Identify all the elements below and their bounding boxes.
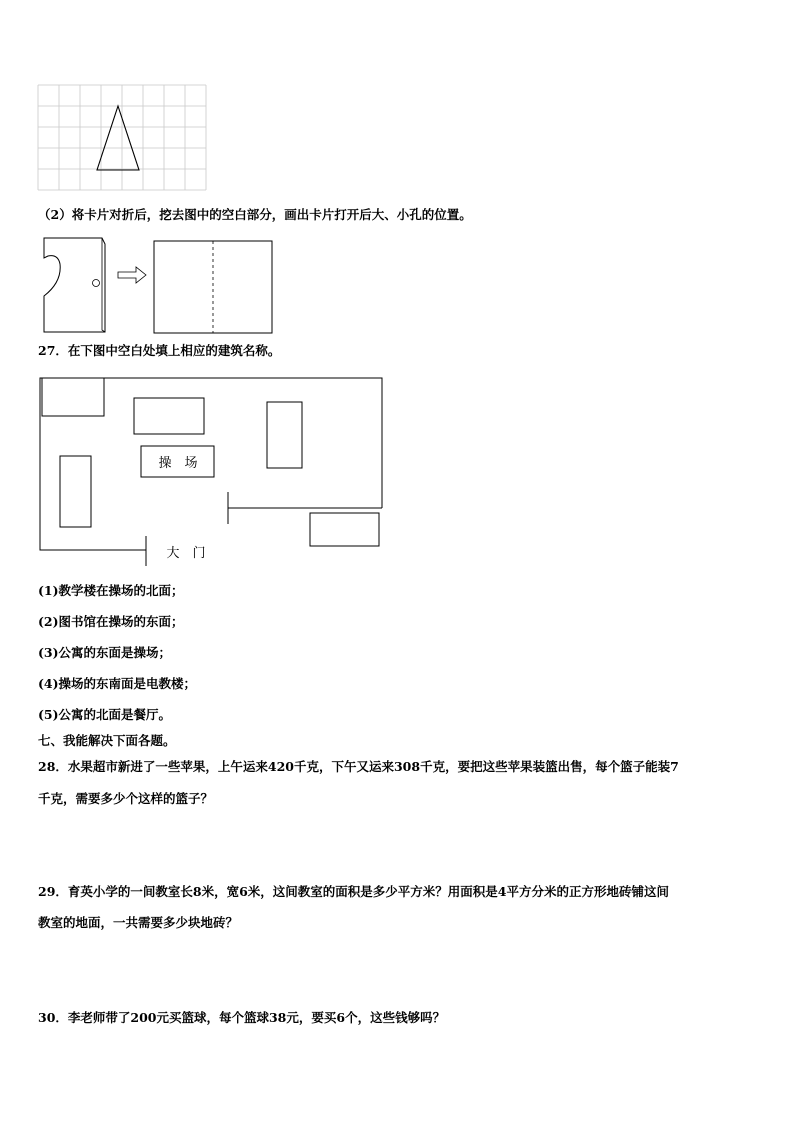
q28-line2: 千克，需要多少个这样的篮子？ xyxy=(38,791,214,806)
isosceles-triangle xyxy=(97,106,139,170)
q29-line2: 教室的地面，一共需要多少块地砖？ xyxy=(38,915,239,930)
building-box-west xyxy=(60,456,91,527)
folded-card xyxy=(44,238,105,332)
q27-clue-3: (3)公寓的东面是操场； xyxy=(38,645,172,660)
q30-line1: 30．李老师带了200元买篮球，每个篮球38元，要买6个，这些钱够吗？ xyxy=(38,1010,446,1025)
small-hole xyxy=(93,280,100,287)
gate-label: 大 门 xyxy=(166,546,206,561)
folded-card-figure xyxy=(40,234,280,334)
building-box-nw xyxy=(42,378,104,416)
building-box-southeast xyxy=(310,513,379,546)
q27-clue-5: (5)公寓的北面是餐厅。 xyxy=(38,707,172,722)
arrow-right-icon xyxy=(118,267,146,283)
q27-clue-1: (1)教学楼在操场的北面； xyxy=(38,583,184,598)
building-box-east xyxy=(267,402,302,468)
playground-label: 操 场 xyxy=(158,456,198,471)
q27-title: 27．在下图中空白处填上相应的建筑名称。 xyxy=(38,343,281,358)
grid-triangle-figure xyxy=(38,85,208,191)
q28-line1: 28．水果超市新进了一些苹果，上午运来420千克，下午又运来308千克，要把这些苹果装篮出售，每个篮子能装7 xyxy=(38,759,679,774)
q26-part2-text: （2）将卡片对折后，挖去图中的空白部分，画出卡片打开后大、小孔的位置。 xyxy=(38,207,472,222)
q27-clue-4: (4)操场的东南面是电教楼； xyxy=(38,676,197,691)
q27-clue-2: (2)图书馆在操场的东面； xyxy=(38,614,184,629)
building-box-north xyxy=(134,398,204,434)
section7-heading: 七、我能解决下面各题。 xyxy=(38,733,176,748)
campus-map xyxy=(36,374,386,564)
q29-line1: 29．育英小学的一间教室长8米，宽6米，这间教室的面积是多少平方米？用面积是4平方分米的正方形地砖铺这间 xyxy=(38,884,669,899)
